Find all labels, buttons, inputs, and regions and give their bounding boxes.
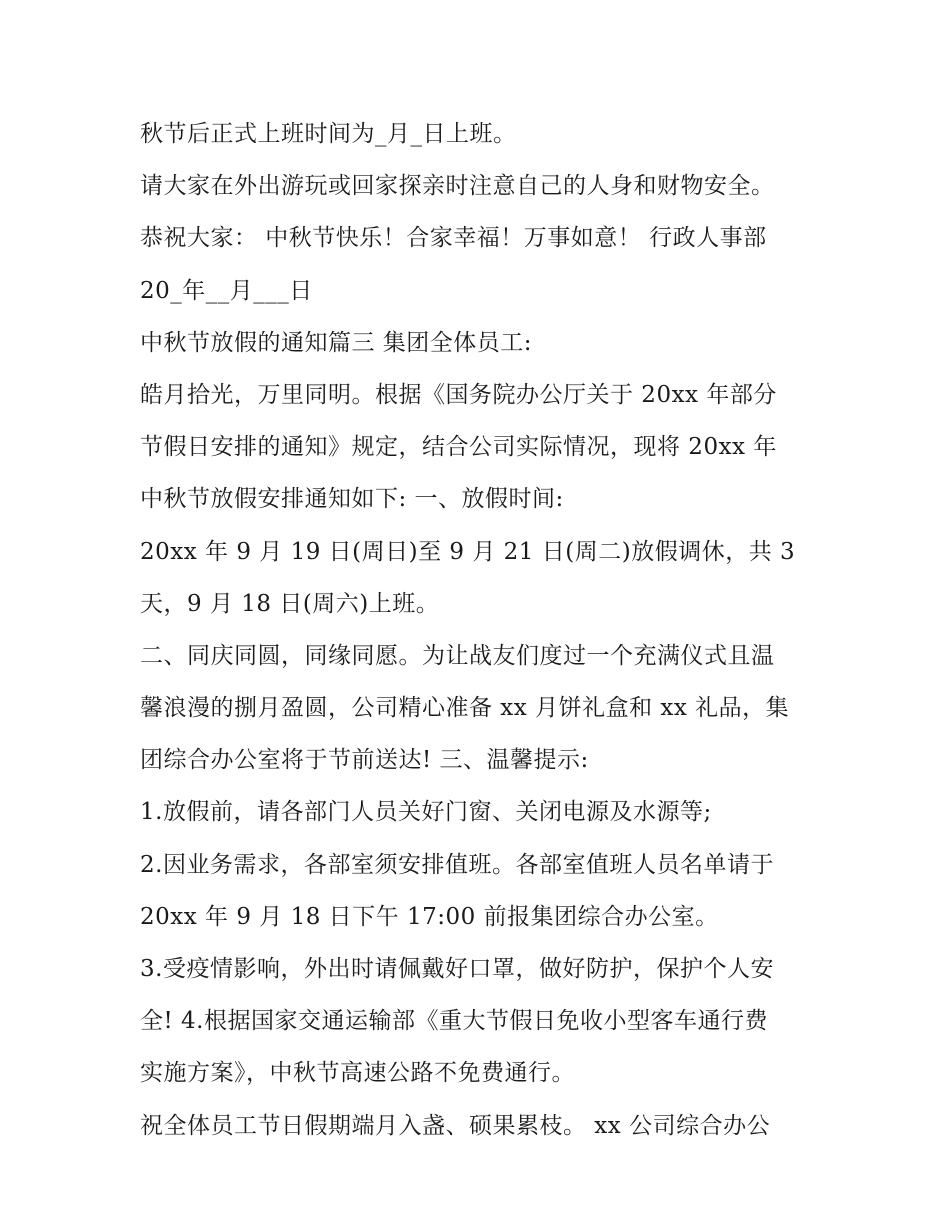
text-line: 请大家在外出游玩或回家探亲时注意自己的人身和财物安全。 <box>140 173 775 200</box>
text-line: 中秋节放假安排通知如下: 一、放假时间: <box>140 486 564 513</box>
section-heading: 中秋节放假的通知篇三 集团全体员工: <box>140 329 533 356</box>
text-line: 1.放假前，请各部门人员关好门窗、关闭电源及水源等; <box>140 799 712 826</box>
text-line: 祝全体员工节日假期端月入盏、硕果累枝。 xx 公司综合办公 <box>140 1112 771 1139</box>
text-line: 20xx 年 9 月 19 日(周日)至 9 月 21 日(周二)放假调休，共 3 <box>140 538 796 565</box>
text-line: 恭祝大家： 中秋节快乐！合家幸福！万事如意！ 行政人事部 <box>140 225 767 252</box>
text-line: 天，9 月 18 日(周六)上班。 <box>140 590 440 617</box>
text-line: 团综合办公室将于节前送达! 三、温馨提示: <box>140 747 589 774</box>
text-line: 馨浪漫的捌月盈圆，公司精心准备 xx 月饼礼盒和 xx 礼品，集 <box>140 695 790 722</box>
text-line: 2.因业务需求，各部室须安排值班。各部室值班人员名单请于 <box>140 851 774 878</box>
text-line: 皓月拾光，万里同明。根据《国务院办公厅关于 20xx 年部分 <box>140 381 777 408</box>
document-body <box>140 108 830 1152</box>
text-line: 3.受疫情影响，外出时请佩戴好口罩，做好防护，保护个人安 <box>140 956 774 982</box>
text-line: 20_年__月___日 <box>140 277 313 304</box>
text-line: 全! 4.根据国家交通运输部《重大节假日免收小型客车通行费 <box>140 1008 768 1035</box>
text-line: 实施方案》，中秋节高速公路不免费通行。 <box>140 1060 575 1087</box>
text-line: 20xx 年 9 月 18 日下午 17:00 前报集团综合办公室。 <box>140 903 719 930</box>
text-line: 二、同庆同圆，同缘同愿。为让战友们度过一个充满仪式且温 <box>140 642 775 669</box>
text-line: 秋节后正式上班时间为_月_日上班。 <box>140 121 517 147</box>
text-line: 节假日安排的通知》规定，结合公司实际情况，现将 20xx 年 <box>140 434 777 461</box>
